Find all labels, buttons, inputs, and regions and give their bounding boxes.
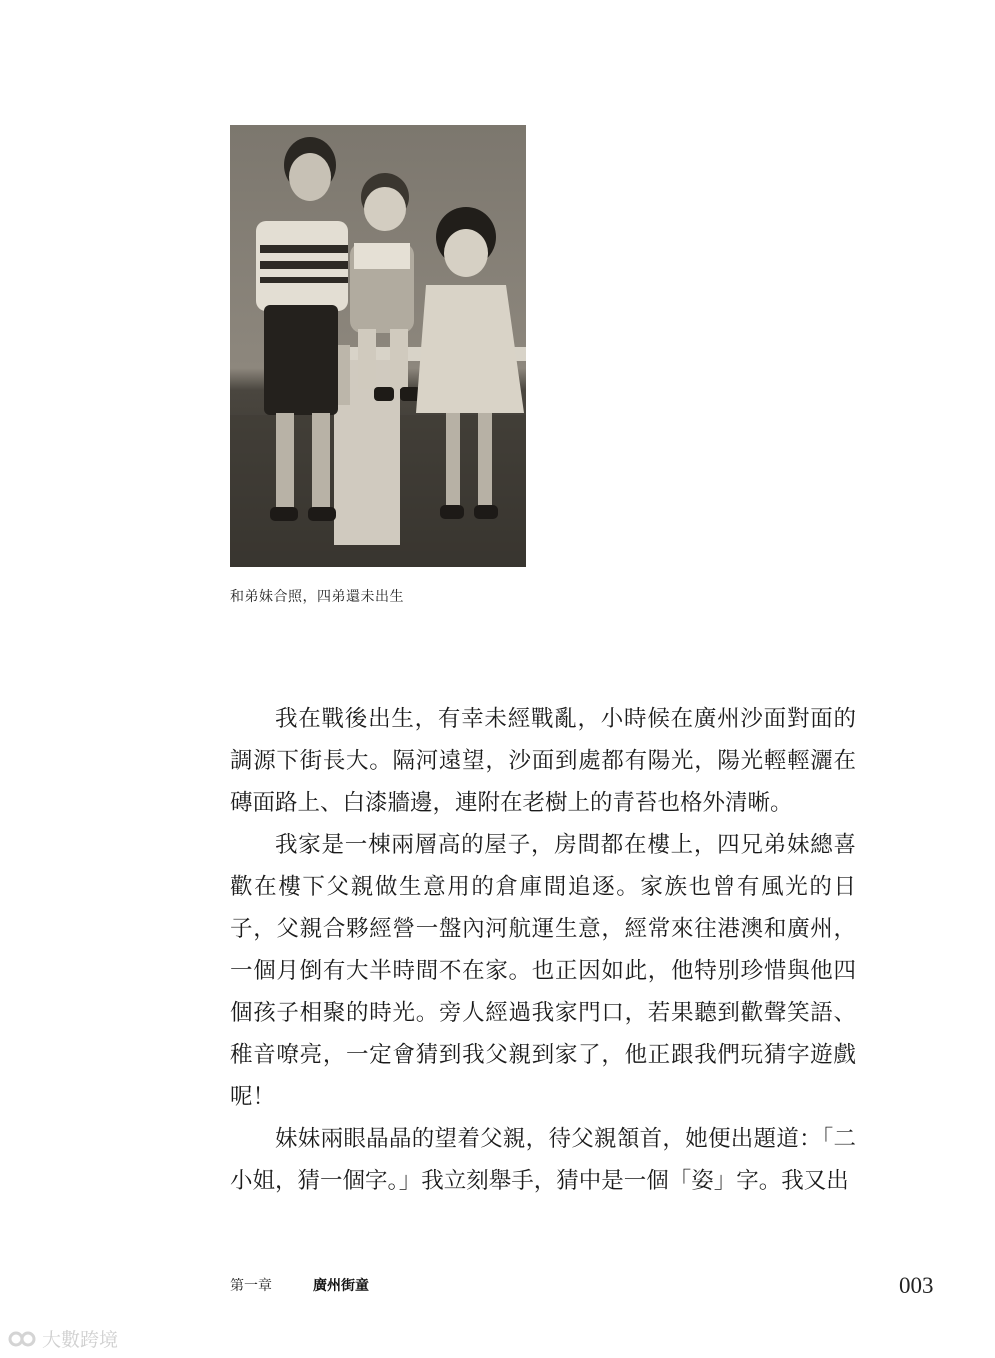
page-number: 003 (899, 1273, 934, 1298)
family-photo (230, 125, 526, 567)
paragraph: 我家是一棟兩層高的屋子，房間都在樓上，四兄弟妹總喜歡在樓下父親做生意用的倉庫間追逐。家族也曾有風光的日子，父親合夥經營一盤內河航運生意，經常來往港澳和廣州，一個月倒有大半時間不在家。也正因如此，他特別珍惜與他四個孩子相聚的時光。旁人經過我家門口，若果聽到歡聲笑語、稚音嘹亮，一定會猜到我父親到家了，他正跟我們玩猜字遊戲呢！ (230, 832, 856, 1110)
footer-chapter-title: 廣州街童 (313, 1278, 369, 1294)
photo-caption: 和弟妹合照，四弟還未出生 (230, 589, 404, 605)
watermark-text: 大數跨境 (42, 1329, 119, 1351)
watermark-logo-icon (8, 1329, 38, 1349)
watermark (8, 1325, 118, 1352)
footer-chapter-label: 第一章 (230, 1278, 272, 1294)
photo-illustration (230, 125, 526, 567)
paragraph: 妹妹兩眼晶晶的望着父親，待父親頷首，她便出題道：「二小姐，猜一個字。」我立刻舉手，猜中是一個「姿」字。我又出 (230, 1126, 856, 1194)
body-text (230, 698, 856, 1202)
paragraph: 我在戰後出生，有幸未經戰亂，小時候在廣州沙面對面的調源下街長大。隔河遠望，沙面到處都有陽光，陽光輕輕灑在磚面路上、白漆牆邊，連附在老樹上的青苔也格外清晰。 (230, 706, 856, 816)
